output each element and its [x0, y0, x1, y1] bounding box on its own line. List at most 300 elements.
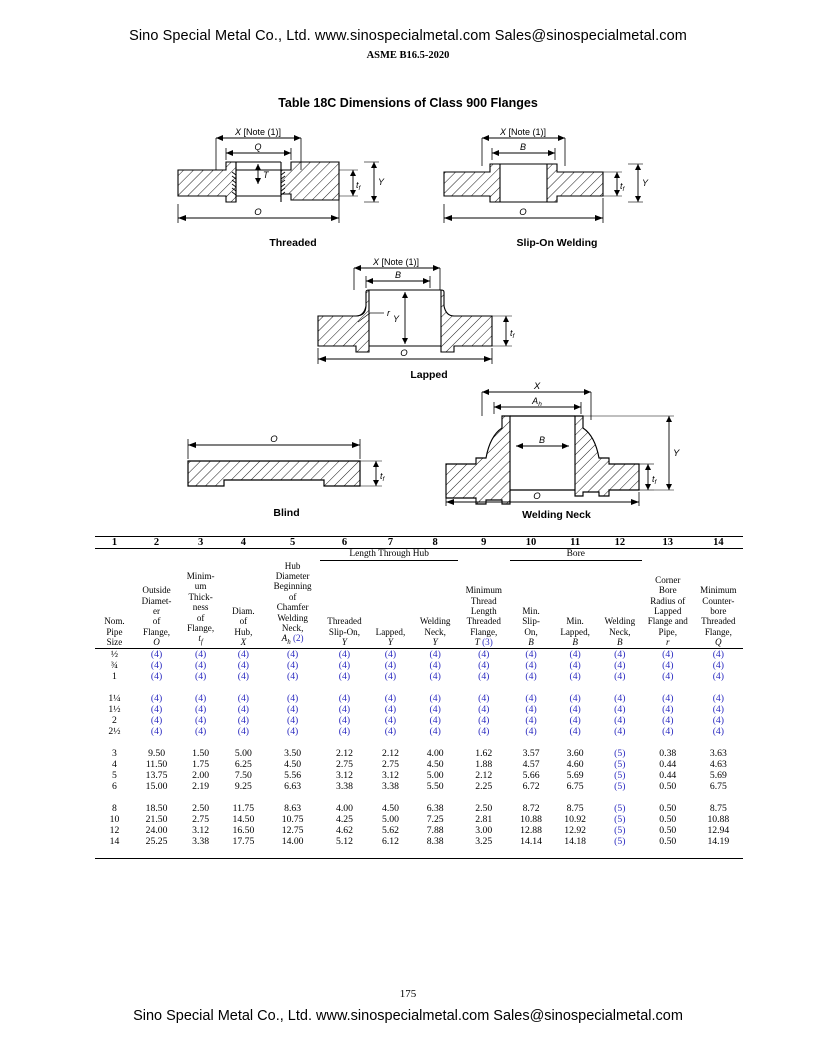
cell-col-13: (4) — [662, 648, 674, 660]
group-header-spacer — [265, 549, 321, 561]
figure-lapped — [304, 256, 554, 381]
cell-col-5: 4.50 — [284, 758, 302, 770]
column-number-11: 11 — [570, 537, 581, 548]
cell-col-3: 1.50 — [192, 747, 210, 759]
cell-col-4: (4) — [237, 670, 250, 682]
cell-col-3: 2.75 — [192, 813, 210, 825]
cell-col-2: 13.75 — [145, 769, 168, 781]
cell-col-14: (4) — [712, 703, 724, 715]
cell-col-2: 11.50 — [145, 758, 168, 770]
group-header-spacer — [134, 549, 179, 561]
table-row — [95, 825, 743, 836]
table-row — [95, 759, 743, 770]
svg-text:O: O — [400, 348, 408, 359]
cell-col-6: 3.12 — [335, 769, 353, 781]
cell-col-7: (4) — [384, 659, 397, 671]
cell-col-3: (4) — [194, 725, 207, 737]
cell-col-4: 16.50 — [232, 824, 255, 836]
cell-col-9: (4) — [478, 725, 490, 737]
cell-col-13: (4) — [662, 670, 674, 682]
cell-col-7: 2.75 — [381, 758, 399, 770]
footer-company-line: Sino Special Metal Co., Ltd. www.sinospecialmetal.com Sales@sinospecialmetal.com — [133, 1008, 683, 1024]
cell-col-3: 2.50 — [192, 802, 210, 814]
cell-col-5: 12.75 — [281, 824, 304, 836]
table-row — [95, 814, 743, 825]
cell-nominal-pipe-size: 2 — [112, 714, 117, 726]
header-company-line: Sino Special Metal Co., Ltd. www.sinospecialmetal.com Sales@sinospecialmetal.com — [129, 28, 687, 44]
cell-col-7: 2.12 — [381, 747, 399, 759]
svg-text:tf: $t_f$ — [356, 180, 361, 192]
cell-col-10: (4) — [525, 670, 537, 682]
table-row — [95, 649, 743, 660]
cell-col-14: 14.19 — [707, 835, 730, 847]
cell-col-6: (4) — [338, 703, 351, 715]
cell-col-8: (4) — [429, 714, 441, 726]
cell-col-9: (4) — [478, 659, 490, 671]
svg-text:O: O — [519, 207, 527, 218]
column-number-1: 1 — [111, 537, 118, 548]
cell-col-4: 17.75 — [232, 835, 255, 847]
svg-text:tf: $t_f$ — [652, 474, 657, 486]
column-header-6: Threaded Slip-On, Y — [327, 616, 362, 648]
cell-col-11: 4.60 — [566, 758, 584, 770]
cell-col-12: (4) — [614, 659, 626, 671]
cell-col-12: (4) — [614, 725, 626, 737]
cell-col-9: 1.88 — [475, 758, 493, 770]
cell-col-8: (4) — [429, 703, 441, 715]
cell-col-13: 0.44 — [659, 758, 677, 770]
cell-col-14: (4) — [712, 648, 724, 660]
figure-caption-welding-neck: Welding Neck — [522, 509, 591, 521]
cell-col-10: 6.72 — [522, 780, 540, 792]
cell-col-6: 4.00 — [335, 802, 353, 814]
cell-col-9: 3.25 — [475, 835, 493, 847]
cell-col-13: (4) — [662, 725, 674, 737]
cell-col-4: 11.75 — [232, 802, 255, 814]
cell-col-2: 15.00 — [145, 780, 168, 792]
svg-text:X [Note (1)]: X [Note (1)] — [234, 127, 282, 137]
cell-col-3: 3.12 — [192, 824, 210, 836]
cell-col-14: 8.75 — [709, 802, 727, 814]
table-row — [95, 693, 743, 704]
cell-col-5: 10.75 — [281, 813, 304, 825]
cell-col-13: (4) — [662, 692, 674, 704]
cell-col-14: 5.69 — [709, 769, 727, 781]
cell-col-4: 6.25 — [234, 758, 252, 770]
cell-col-4: (4) — [237, 659, 250, 671]
cell-nominal-pipe-size: 1¼ — [108, 692, 121, 704]
column-number-2: 2 — [153, 537, 160, 548]
svg-text:X [Note (1)]: X [Note (1)] — [499, 127, 547, 137]
row-group-spacer — [95, 682, 743, 693]
group-header-bore: Bore — [510, 549, 642, 561]
cell-col-5: (4) — [286, 714, 299, 726]
figure-slip-on-welding — [432, 126, 682, 249]
cell-col-10: 12.88 — [520, 824, 542, 836]
table-row — [95, 715, 743, 726]
cell-col-6: (4) — [338, 714, 351, 726]
cell-col-11: 8.75 — [566, 802, 584, 814]
figure-welding-neck — [424, 378, 689, 521]
svg-text:Y: Y — [392, 314, 399, 324]
cell-col-6: 5.12 — [335, 835, 353, 847]
cell-col-11: 6.75 — [566, 780, 584, 792]
cell-col-5: (4) — [286, 703, 299, 715]
table-row — [95, 781, 743, 792]
cell-col-11: 10.92 — [564, 813, 587, 825]
row-group-spacer — [95, 792, 743, 803]
column-header-4: Diam. of Hub, X — [232, 605, 255, 648]
column-number-10: 10 — [525, 537, 537, 548]
cell-col-3: 3.38 — [192, 835, 210, 847]
cell-col-5: (4) — [286, 725, 299, 737]
svg-text:r: r — [387, 308, 390, 318]
cell-nominal-pipe-size: 6 — [112, 780, 117, 792]
cell-col-5: 5.56 — [284, 769, 302, 781]
cell-col-12: (5) — [614, 747, 626, 759]
group-header-length-through-hub: Length Through Hub — [320, 549, 457, 561]
cell-col-6: 2.75 — [335, 758, 353, 770]
cell-col-11: 12.92 — [564, 824, 587, 836]
cell-col-7: (4) — [384, 703, 397, 715]
cell-col-8: 7.88 — [426, 824, 444, 836]
column-number-9: 9 — [481, 537, 487, 548]
column-number-8: 8 — [432, 537, 438, 548]
cell-col-13: (4) — [662, 703, 674, 715]
svg-text:X [Note (1)]: X [Note (1)] — [372, 257, 420, 267]
cell-col-5: 3.50 — [284, 747, 302, 759]
cell-col-8: 4.50 — [426, 758, 444, 770]
cell-nominal-pipe-size: 2½ — [108, 725, 121, 737]
cell-col-8: 8.38 — [426, 835, 444, 847]
cell-col-7: 3.12 — [381, 769, 399, 781]
cell-col-7: (4) — [384, 648, 397, 660]
column-number-13: 13 — [662, 537, 674, 548]
cell-col-5: 6.63 — [284, 780, 302, 792]
cell-col-13: 0.50 — [659, 824, 677, 836]
cell-col-9: (4) — [478, 648, 490, 660]
cell-col-6: 3.38 — [335, 780, 353, 792]
cell-col-9: (4) — [478, 692, 490, 704]
dimensions-table-wrapper — [95, 536, 743, 859]
cell-col-8: (4) — [429, 692, 441, 704]
cell-col-4: (4) — [237, 692, 250, 704]
column-header-14: Minimum Counter- bore Threaded Flange, Q — [700, 585, 737, 648]
cell-col-8: (4) — [429, 648, 441, 660]
cell-col-11: (4) — [569, 670, 581, 682]
cell-nominal-pipe-size: 4 — [112, 758, 117, 770]
column-header-10: Min. Slip- On, B — [522, 605, 540, 648]
cell-col-10: 10.88 — [520, 813, 542, 825]
cell-col-2: 18.50 — [145, 802, 168, 814]
table-row — [95, 671, 743, 682]
column-number-14: 14 — [713, 537, 724, 548]
cell-nominal-pipe-size: 3 — [112, 747, 117, 759]
cell-col-7: (4) — [384, 714, 397, 726]
column-number-5: 5 — [290, 537, 296, 548]
column-number-3: 3 — [197, 537, 204, 548]
table-title: Table 18C Dimensions of Class 900 Flanges — [278, 96, 538, 110]
cell-col-9: 3.00 — [475, 824, 493, 836]
svg-text:T: T — [263, 170, 269, 180]
cell-col-7: 3.38 — [381, 780, 399, 792]
cell-col-7: 5.62 — [381, 824, 399, 836]
cell-col-10: 5.66 — [522, 769, 540, 781]
column-header-8: Welding Neck, Y — [419, 616, 451, 648]
cell-col-12: (4) — [614, 714, 626, 726]
cell-col-3: 2.19 — [192, 780, 210, 792]
cell-col-14: 12.94 — [707, 824, 730, 836]
cell-col-10: 4.57 — [522, 758, 540, 770]
cell-col-10: (4) — [525, 692, 537, 704]
table-row — [95, 836, 743, 847]
svg-text:B: B — [519, 142, 527, 152]
group-header-spacer — [458, 549, 510, 561]
svg-text:tf: $t_f$ — [510, 328, 515, 340]
svg-text:tf: $t_f$ — [620, 181, 625, 193]
cell-col-3: 2.00 — [192, 769, 210, 781]
cell-col-9: 1.62 — [475, 747, 493, 759]
cell-col-8: (4) — [429, 670, 441, 682]
column-header-3: Minim- um Thick- ness of Flange, $t_f$ — [186, 570, 215, 647]
column-number-7: 7 — [387, 537, 394, 548]
cell-col-8: 5.00 — [426, 769, 444, 781]
dimensions-table — [95, 536, 743, 859]
cell-col-12: (5) — [614, 769, 626, 781]
cell-nominal-pipe-size: 10 — [109, 813, 120, 825]
cell-col-8: (4) — [429, 659, 441, 671]
cell-col-12: (4) — [614, 670, 626, 682]
cell-col-4: (4) — [237, 648, 250, 660]
cell-nominal-pipe-size: 14 — [109, 835, 120, 847]
cell-col-14: 4.63 — [709, 758, 727, 770]
cell-col-11: 3.60 — [566, 747, 584, 759]
cell-col-6: (4) — [338, 670, 351, 682]
column-header-5: Hub Diameter Beginning of Chamfer Welding Neck, $A_h$ (2) — [273, 560, 312, 647]
page-number: 175 — [399, 988, 417, 1000]
cell-col-4: (4) — [237, 725, 250, 737]
cell-nominal-pipe-size: 1 — [112, 670, 117, 682]
cell-col-4: 14.50 — [232, 813, 255, 825]
cell-col-10: 8.72 — [522, 802, 540, 814]
svg-text:Y: Y — [642, 178, 649, 188]
cell-col-10: 14.14 — [520, 835, 542, 847]
group-header-spacer — [642, 549, 694, 561]
cell-col-14: (4) — [712, 659, 724, 671]
group-header-spacer — [222, 549, 265, 561]
cell-col-13: (4) — [662, 659, 674, 671]
svg-text:Q: Q — [254, 142, 262, 152]
cell-col-8: 4.00 — [426, 747, 444, 759]
cell-nominal-pipe-size: 12 — [109, 824, 120, 836]
cell-col-11: (4) — [569, 714, 581, 726]
cell-col-13: 0.50 — [659, 780, 677, 792]
cell-col-12: (5) — [614, 802, 626, 814]
cell-col-4: (4) — [237, 714, 250, 726]
table-row — [95, 704, 743, 715]
cell-col-5: (4) — [286, 692, 299, 704]
cell-col-12: (5) — [614, 780, 626, 792]
svg-text:Y: Y — [673, 448, 680, 459]
cell-col-8: (4) — [429, 725, 441, 737]
cell-col-14: (4) — [712, 725, 724, 737]
cell-col-6: (4) — [338, 659, 351, 671]
cell-col-8: 6.38 — [426, 802, 444, 814]
row-group-spacer — [95, 737, 743, 748]
cell-col-13: 0.38 — [659, 747, 677, 759]
cell-col-2: (4) — [150, 703, 163, 715]
svg-text:Ah: $A_h$ — [532, 396, 542, 408]
cell-col-8: 5.50 — [426, 780, 444, 792]
cell-col-12: (4) — [614, 648, 626, 660]
cell-col-5: 14.00 — [281, 835, 304, 847]
svg-text:O: O — [254, 207, 262, 218]
table-row — [95, 803, 743, 814]
cell-col-6: (4) — [338, 648, 351, 660]
cell-col-5: 8.63 — [284, 802, 302, 814]
column-header-1: Nom. Pipe Size — [104, 616, 125, 648]
cell-col-10: (4) — [525, 725, 537, 737]
cell-col-10: (4) — [525, 714, 537, 726]
cell-col-9: 2.25 — [475, 780, 493, 792]
header-standard-label: ASME B16.5-2020 — [366, 50, 450, 61]
cell-col-12: (5) — [614, 758, 626, 770]
cell-col-4: 5.00 — [234, 747, 252, 759]
cell-col-9: 2.50 — [475, 802, 493, 814]
cell-col-6: 4.62 — [335, 824, 353, 836]
cell-col-11: (4) — [569, 703, 581, 715]
cell-col-2: (4) — [150, 670, 163, 682]
cell-col-10: (4) — [525, 648, 537, 660]
cell-col-13: 0.50 — [659, 813, 677, 825]
cell-col-4: 9.25 — [234, 780, 252, 792]
figure-caption-slip-on-welding: Slip-On Welding — [516, 237, 598, 249]
cell-col-3: (4) — [194, 703, 207, 715]
cell-nominal-pipe-size: 1½ — [108, 703, 121, 715]
svg-text:tf: $t_f$ — [380, 471, 385, 483]
cell-col-11: (4) — [569, 659, 581, 671]
group-header-spacer — [95, 549, 134, 561]
figure-threaded — [168, 126, 418, 249]
cell-col-3: 1.75 — [192, 758, 210, 770]
cell-col-12: (4) — [614, 692, 626, 704]
cell-col-3: (4) — [194, 670, 207, 682]
cell-col-14: (4) — [712, 692, 724, 704]
column-header-9: Minimum Thread Length Threaded Flange, T (3) — [465, 585, 502, 648]
cell-col-10: 3.57 — [522, 747, 540, 759]
cell-col-12: (5) — [614, 813, 626, 825]
svg-text:B: B — [394, 270, 402, 280]
cell-col-9: 2.12 — [475, 769, 493, 781]
cell-col-14: (4) — [712, 714, 724, 726]
svg-text:B: B — [538, 435, 546, 445]
cell-col-13: 0.50 — [659, 802, 677, 814]
cell-col-6: 2.12 — [335, 747, 353, 759]
cell-col-11: 14.18 — [564, 835, 587, 847]
cell-col-5: (4) — [286, 670, 299, 682]
table-row — [95, 726, 743, 737]
cell-col-3: (4) — [194, 659, 207, 671]
column-header-7: Lapped, Y — [375, 626, 406, 648]
cell-col-7: 5.00 — [381, 813, 399, 825]
cell-col-12: (5) — [614, 824, 626, 836]
cell-col-3: (4) — [194, 648, 207, 660]
figure-caption-lapped: Lapped — [410, 369, 448, 381]
cell-col-2: (4) — [150, 725, 163, 737]
cell-col-2: (4) — [150, 714, 163, 726]
cell-col-11: 5.69 — [566, 769, 584, 781]
cell-col-14: 3.63 — [709, 747, 727, 759]
cell-col-2: 9.50 — [148, 747, 166, 759]
cell-col-7: 6.12 — [381, 835, 399, 847]
cell-col-2: 24.00 — [145, 824, 168, 836]
cell-col-2: (4) — [150, 692, 163, 704]
cell-col-2: 25.25 — [145, 835, 168, 847]
cell-col-6: 4.25 — [335, 813, 353, 825]
cell-col-11: (4) — [569, 648, 581, 660]
cell-col-11: (4) — [569, 725, 581, 737]
column-header-2: Outside Diamet- er of Flange, O — [141, 585, 172, 648]
column-header-12: Welding Neck, B — [604, 616, 636, 648]
cell-col-6: (4) — [338, 725, 351, 737]
cell-col-14: 6.75 — [709, 780, 727, 792]
cell-col-14: (4) — [712, 670, 724, 682]
cell-col-9: (4) — [478, 714, 490, 726]
cell-col-7: (4) — [384, 670, 397, 682]
figure-caption-threaded: Threaded — [269, 237, 317, 249]
table-row — [95, 770, 743, 781]
cell-col-6: (4) — [338, 692, 351, 704]
cell-col-8: 7.25 — [426, 813, 444, 825]
cell-col-2: (4) — [150, 659, 163, 671]
table-row — [95, 660, 743, 671]
cell-col-3: (4) — [194, 692, 207, 704]
svg-text:O: O — [270, 434, 278, 445]
cell-col-7: 4.50 — [381, 802, 399, 814]
group-header-spacer — [179, 549, 222, 561]
svg-text:O: O — [533, 491, 541, 502]
cell-col-12: (4) — [614, 703, 626, 715]
cell-col-7: (4) — [384, 725, 397, 737]
cell-nominal-pipe-size: ½ — [110, 648, 119, 660]
svg-text:Y: Y — [378, 177, 385, 187]
column-number-12: 12 — [614, 537, 626, 548]
cell-nominal-pipe-size: 8 — [112, 802, 117, 814]
cell-col-14: 10.88 — [707, 813, 730, 825]
cell-col-2: (4) — [150, 648, 163, 660]
cell-col-11: (4) — [569, 692, 581, 704]
cell-col-4: (4) — [237, 703, 250, 715]
cell-col-3: (4) — [194, 714, 207, 726]
column-number-6: 6 — [341, 537, 348, 548]
cell-col-9: 2.81 — [475, 813, 493, 825]
column-header-13: Corner Bore Radius of Lapped Flange and Pipe, r — [647, 574, 688, 648]
cell-col-13: (4) — [662, 714, 674, 726]
table-row — [95, 748, 743, 759]
cell-col-5: (4) — [286, 659, 299, 671]
cell-col-13: 0.50 — [659, 835, 677, 847]
figure-caption-blind: Blind — [273, 507, 300, 519]
cell-col-10: (4) — [525, 659, 537, 671]
column-header-11: Min. Lapped, B — [560, 616, 590, 648]
cell-col-4: 7.50 — [234, 769, 252, 781]
cell-col-7: (4) — [384, 692, 397, 704]
cell-col-9: (4) — [478, 670, 490, 682]
cell-col-13: 0.44 — [659, 769, 677, 781]
cell-col-5: (4) — [286, 648, 299, 660]
column-number-4: 4 — [240, 537, 246, 548]
cell-col-12: (5) — [614, 835, 626, 847]
